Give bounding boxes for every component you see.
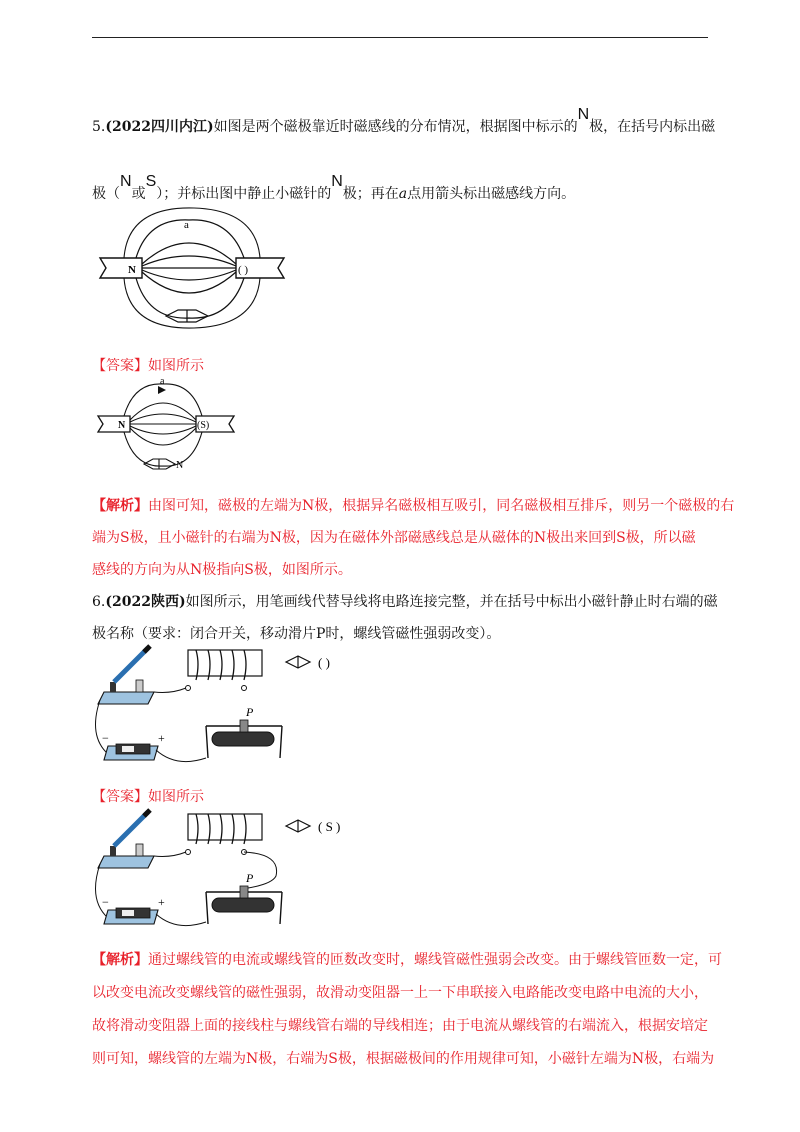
- q6-analysis-label: 【解析】: [92, 952, 148, 968]
- q5-needle-N: N: [331, 173, 343, 190]
- q5-text-end: 极，在括号内标出磁: [589, 119, 716, 135]
- q5-text-d: 点用箭头标出磁感线方向。: [407, 186, 576, 202]
- q5-fig-label-a: a: [184, 219, 189, 231]
- q6-fig-minus: −: [102, 731, 109, 745]
- q6-fig-label-P: P: [246, 705, 254, 719]
- q6-answer-text: 如图所示: [148, 789, 204, 805]
- q6-fig-plus: +: [158, 731, 165, 745]
- q5-number: 5.: [92, 119, 106, 135]
- q5-point-a: a: [398, 186, 408, 202]
- q5-N-label: N: [577, 106, 590, 123]
- q6-text1: 如图所示，用笔画线代替导线将电路连接完整，并在括号中标出小磁针静止时右端的磁: [185, 594, 718, 610]
- q6-ans-paren: ( S ): [318, 819, 341, 834]
- q5-text-or: 或: [131, 186, 146, 202]
- q5-answer-figure: [96, 376, 236, 475]
- q5-text-a: 极（: [92, 186, 120, 202]
- q6-analysis-line4: 则可知，螺线管的左端为N极，右端为S极，根据磁极间的作用规律可知，小磁针左端为N极，右端为: [92, 1051, 715, 1067]
- q5-answer: [92, 356, 204, 376]
- q6-analysis-line1: [92, 950, 722, 970]
- q5-source: (2022四川内江): [105, 119, 214, 135]
- q6-analysis-line3: 故将滑动变阻器上面的接线柱与螺线管右端的导线相连；由于电流从螺线管的右端流入，根据安培定: [92, 1018, 708, 1034]
- q6-analysis-line2: 以改变电流改变螺线管的磁性强弱，故滑动变阻器一上一下串联接入电路能改变电路中电流的大小，: [92, 985, 708, 1001]
- q6-analysis-text1: 通过螺线管的电流或螺线管的匝数改变时，螺线管磁性强弱会改变。由于螺线管匝数一定，可: [148, 952, 722, 968]
- q5-answer-text: 如图所示: [148, 358, 204, 374]
- q5-analysis-line1: [92, 496, 734, 516]
- q5-line2: [92, 173, 576, 204]
- q5-option-S: S: [145, 173, 157, 190]
- q6-answer-label: 【答案】: [92, 789, 148, 805]
- q6-answer-figure: [96, 810, 366, 935]
- q5-text: 如图是两个磁极靠近时磁感线的分布情况，根据图中标示的: [213, 119, 578, 135]
- q6-ans-plus: +: [158, 895, 165, 909]
- q6-ans-label-P: P: [246, 871, 254, 885]
- q5-ans-label-S: (S): [197, 420, 210, 431]
- q5-line1: [92, 106, 716, 137]
- q5-answer-label: 【答案】: [92, 358, 148, 374]
- q5-ans-needle-N: N: [176, 460, 184, 471]
- q5-analysis-line3: 感线的方向为从N极指向S极，如图所示。: [92, 562, 352, 578]
- q5-ans-label-a: a: [160, 376, 165, 387]
- q6-number: 6.: [92, 594, 106, 610]
- q5-fig-label-N: N: [128, 264, 136, 276]
- q5-ans-label-N: N: [118, 420, 126, 431]
- q5-text-c: 极；再在: [342, 186, 399, 202]
- q6-circuit-figure: [96, 646, 366, 768]
- q6-line2: 极名称（要求：闭合开关，移动滑片P时，螺线管磁性强弱改变）。: [92, 626, 501, 642]
- q5-magnet-figure: [98, 218, 288, 330]
- q6-source: (2022陕西): [105, 594, 186, 610]
- q6-ans-minus: −: [102, 895, 109, 909]
- q5-analysis-label: 【解析】: [92, 498, 148, 514]
- header-rule: [92, 37, 708, 38]
- q6-answer: [92, 787, 204, 807]
- q5-analysis-text1: 由图可知，磁极的左端为N极，根据异名磁极相互吸引，同名磁极相互排斥，则另一个磁极的右: [148, 498, 735, 514]
- q6-line1: [92, 592, 718, 612]
- q5-option-N: N: [120, 173, 132, 190]
- q5-analysis-line2: 端为S极，且小磁针的右端为N极，因为在磁体外部磁感线总是从磁体的N极出来回到S极，所以磁: [92, 530, 696, 546]
- q6-fig-paren: ( ): [318, 655, 330, 670]
- q5-text-b: ）；并标出图中静止小磁针的: [156, 186, 332, 202]
- q5-fig-paren: ( ): [238, 264, 249, 276]
